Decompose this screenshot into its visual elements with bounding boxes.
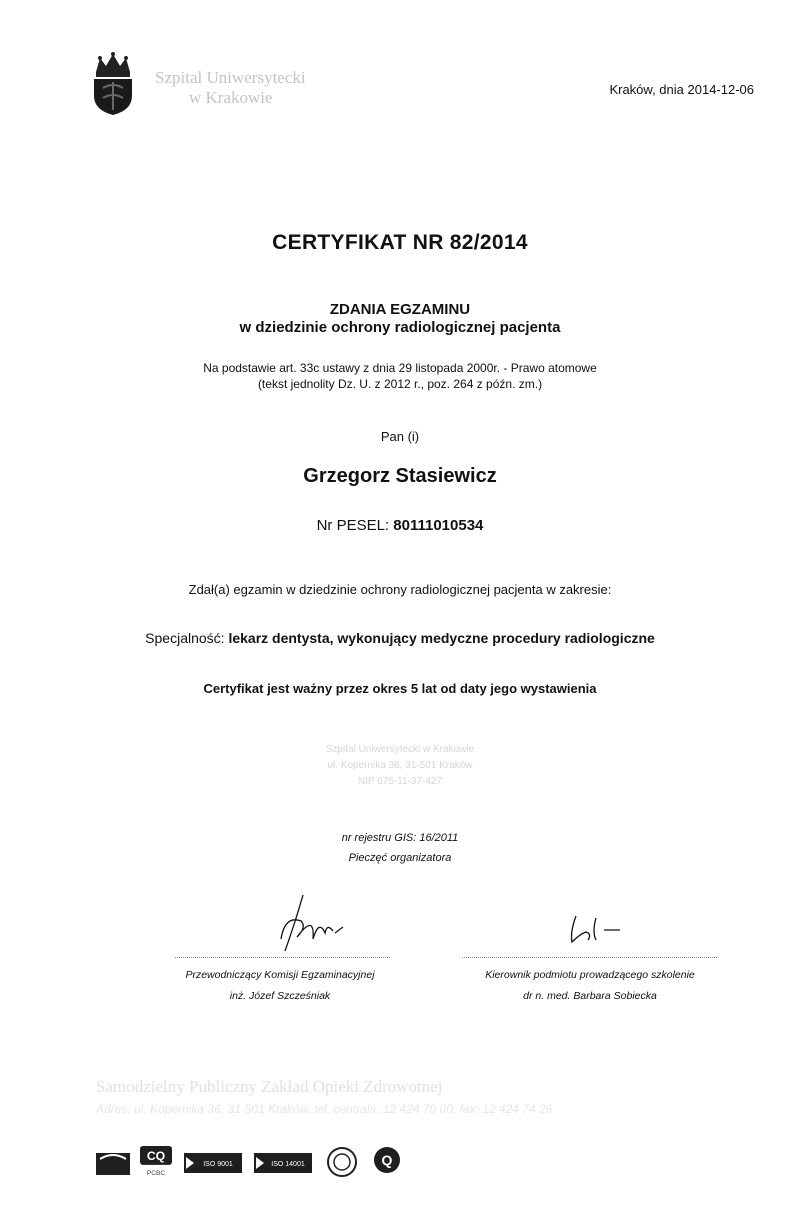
iso-9001-text: ISO 9001 [203, 1161, 233, 1168]
legal-basis-line1: Na podstawie art. 33c ustawy z dnia 29 listopada 2000r. - Prawo atomowe [203, 361, 597, 375]
university-crest-logo [90, 52, 136, 116]
certificate-subtitle-line2: w dziedzinie ochrony radiologicznej pacjenta [239, 319, 561, 336]
cq-pcbc-logo [139, 1146, 173, 1178]
quality-q-badge [372, 1146, 402, 1178]
hospital-name-line1: Szpital Uniwersytecki [155, 68, 306, 87]
iso-14001-text: ISO 14001 [271, 1161, 305, 1168]
legal-basis-line2: (tekst jednolity Dz. U. z 2012 r., poz. 264 z późn. zm.) [257, 377, 543, 391]
footer-institution: Samodzielny Publiczny Zakład Opieki Zdrowotnej [96, 1077, 443, 1096]
stamp-line3: NIP 675-11-37-427 [357, 776, 443, 787]
certification-logo-flag [96, 1146, 130, 1178]
stamp-line2: ul. Kopernika 36, 31-501 Kraków [327, 760, 473, 771]
specialty-label: Specjalność: [145, 630, 225, 646]
iso-14001-badge [254, 1146, 312, 1178]
stamp-line1: Szpital Uniwersytecki w Krakowie [325, 744, 475, 755]
gis-registry-number: nr rejestru GIS: 16/2011 [341, 832, 459, 844]
cq-logo-text: CQ [146, 1149, 166, 1164]
certificate-title: CERTYFIKAT NR 82/2014 [272, 231, 528, 254]
specialty-row [0, 630, 800, 646]
left-signature-line [175, 957, 390, 958]
hospital-name-line2: w Krakowie [189, 88, 273, 107]
footer-address: Adres: ul. Kopernika 36, 31-501 Kraków, tel. centrala: 12 424 70 00, fax: 12 424 74 26 [96, 1102, 553, 1116]
hospital-name [155, 68, 306, 108]
organizer-stamp [0, 742, 800, 790]
pcbc-logo-text: PCBC [146, 1170, 166, 1178]
right-signature-line [462, 957, 717, 958]
validity-statement: Certyfikat jest ważny przez okres 5 lat od daty jego wystawienia [203, 681, 597, 696]
round-certification-seal [326, 1146, 358, 1178]
pesel-value: 80111010534 [393, 517, 484, 534]
right-signature [562, 912, 632, 948]
right-signature-name: dr n. med. Barbara Sobiecka [523, 990, 657, 1002]
left-signature [255, 893, 355, 963]
pesel-label: Nr PESEL: [316, 517, 390, 534]
issue-date: Kraków, dnia 2014-12-06 [609, 82, 754, 97]
passed-exam-text: Zdał(a) egzamin w dziedzinie ochrony radiologicznej pacjenta w zakresie: [188, 582, 612, 597]
certificate-subtitle-line1: ZDANIA EGZAMINU [329, 301, 471, 318]
left-signature-role: Przewodniczący Komisji Egzaminacyjnej [185, 969, 375, 981]
left-signature-name: inż. Józef Szcześniak [229, 990, 331, 1002]
recipient-name: Grzegorz Stasiewicz [303, 465, 497, 487]
specialty-value: lekarz dentysta, wykonujący medyczne procedury radiologiczne [228, 630, 655, 646]
pesel-row [0, 517, 800, 534]
iso-9001-badge [184, 1146, 242, 1178]
salutation: Pan (i) [380, 429, 420, 444]
organizer-seal-label: Pieczęć organizatora [348, 852, 452, 864]
quality-q-text: Q [381, 1152, 393, 1168]
right-signature-role: Kierownik podmiotu prowadzącego szkolenie [485, 969, 695, 981]
